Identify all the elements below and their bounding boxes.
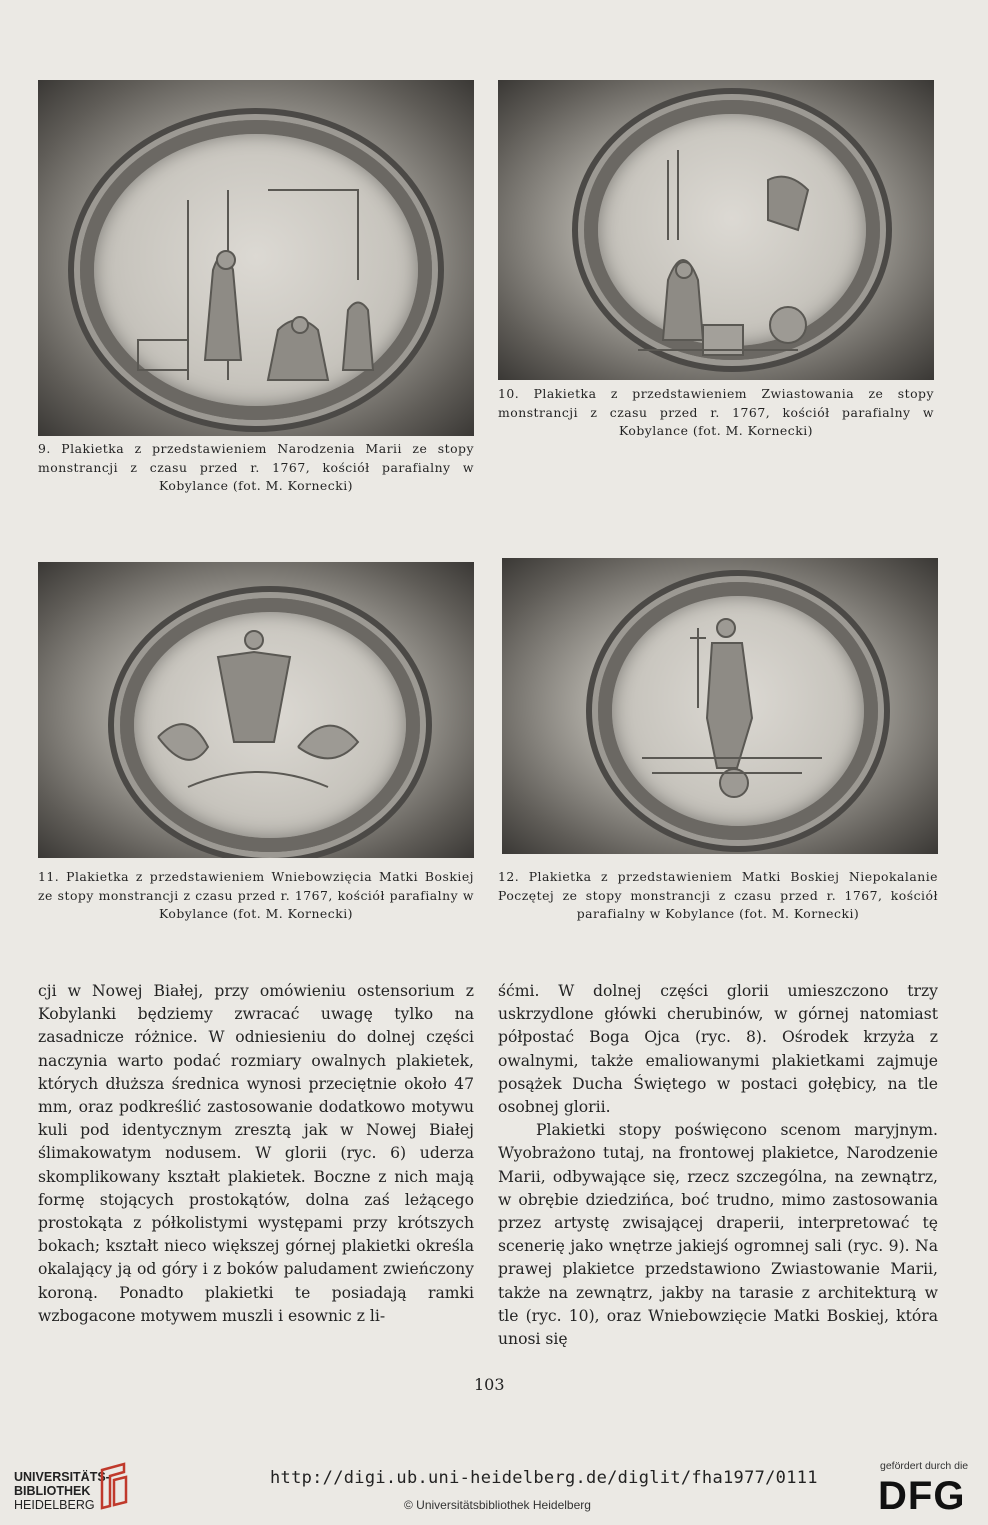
figure-12-scene bbox=[502, 558, 938, 854]
figure-9-caption: 9. Plakietka z przedstawieniem Narodzenia Marii ze stopy monstrancji z czasu przed r. 1767, kościół parafialny w Kobylance (fot. M. Kornecki) bbox=[38, 441, 474, 493]
dfg-logo: DFG bbox=[878, 1474, 966, 1518]
body-right-column bbox=[498, 980, 938, 1351]
figure-11-caption: 11. Plakietka z przedstawieniem Wniebowzięcia Matki Boskiej ze stopy monstrancji z czasu przed r. 1767, kościół parafialny w Kobylance (fot. M. Kornecki) bbox=[38, 869, 474, 921]
figure-11-photo bbox=[38, 562, 474, 858]
figure-10-caption: 10. Plakietka z przedstawieniem Zwiastowania ze stopy monstrancji z czasu przed r. 1767, kościół parafialny w Kobylance (fot. M. Kornecki) bbox=[498, 386, 934, 438]
page-number: 103 bbox=[474, 1375, 505, 1394]
footer-url-link[interactable]: http://digi.ub.uni-heidelberg.de/diglit/fha1977/0111 bbox=[270, 1468, 818, 1488]
figure-9-scene bbox=[38, 80, 474, 436]
figure-10-scene bbox=[498, 80, 934, 380]
figure-10-photo bbox=[498, 80, 934, 380]
footer-copyright: © Universitätsbibliothek Heidelberg bbox=[404, 1498, 591, 1512]
library-line-2: BIBLIOTHEK bbox=[14, 1484, 91, 1498]
figure-9-photo bbox=[38, 80, 474, 436]
figure-11-scene bbox=[38, 562, 474, 858]
library-logo-icon bbox=[96, 1462, 130, 1510]
right-column-paragraph-1: śćmi. W dolnej części glorii umieszczono trzy uskrzydlone główki cherubinów, w górnej natomiast półpostać Boga Ojca (ryc. 8). Ośrodek krzyża z owalnymi, także emaliowanymi plakietkami zajmuje posążek Ducha Świętego w postaci gołębicy, na tle osobnej glorii. bbox=[498, 982, 938, 1117]
body-left-column bbox=[38, 980, 474, 1328]
figure-12-caption: 12. Plakietka z przedstawieniem Matki Boskiej Niepokalanie Poczętej ze stopy monstrancji z czasu przed r. 1767, kościół parafialny w Kobylance (fot. M. Kornecki) bbox=[498, 869, 938, 921]
right-column-paragraph-2: Plakietki stopy poświęcono scenom maryjnym. Wyobrażono tutaj, na frontowej plakietce, Narodzenie Marii, odbywające się, rzecz szczególna, na zewnątrz, w obrębie dziedzińca, boć trudno, mimo zastosowania przez artystę zwisającej draperii, interpretować tę scenerię jako wnętrze jakiejś ogromnej sali (ryc. 9). Na prawej plakietce przedstawiono Zwiastowanie Marii, także na zewnątrz, jakby na tarasie z architekturą w tle (ryc. 10), oraz Wniebowzięcie Matki Boskiej, która unosi się bbox=[498, 1121, 938, 1349]
figure-12-photo bbox=[502, 558, 938, 854]
library-line-3: HEIDELBERG bbox=[14, 1498, 95, 1512]
library-line-1: UNIVERSITÄTS- bbox=[14, 1470, 110, 1484]
funder-label: gefördert durch die bbox=[880, 1460, 969, 1472]
left-column-text: cji w Nowej Białej, przy omówieniu ostensorium z Kobylanki będziemy zwracać uwagę tylko na zasadnicze różnice. W odniesieniu do dolnej części naczynia warto podać rozmiary owalnych plakietek, których dłuższa średnica wynosi przeciętnie około 47 mm, oraz podkreślić zastosowanie dodatkowo motywu kuli pod identycznym zresztą jak w Nowej Białej ślimakowatym nodusem. W glorii (ryc. 6) uderza skomplikowany kształt plakietek. Boczne z nich mają formę stojących prostokątów, dolna zaś leżącego prostokąta z półkolistymi występami przy krótszych bokach; kształt nieco większej górnej plakietki określa okalający ją od góry i z boków paludament zwieńczony koroną. Ponadto plakietki te posiadają ramki wzbogacone motywem muszli i esownic z li- bbox=[38, 982, 474, 1325]
